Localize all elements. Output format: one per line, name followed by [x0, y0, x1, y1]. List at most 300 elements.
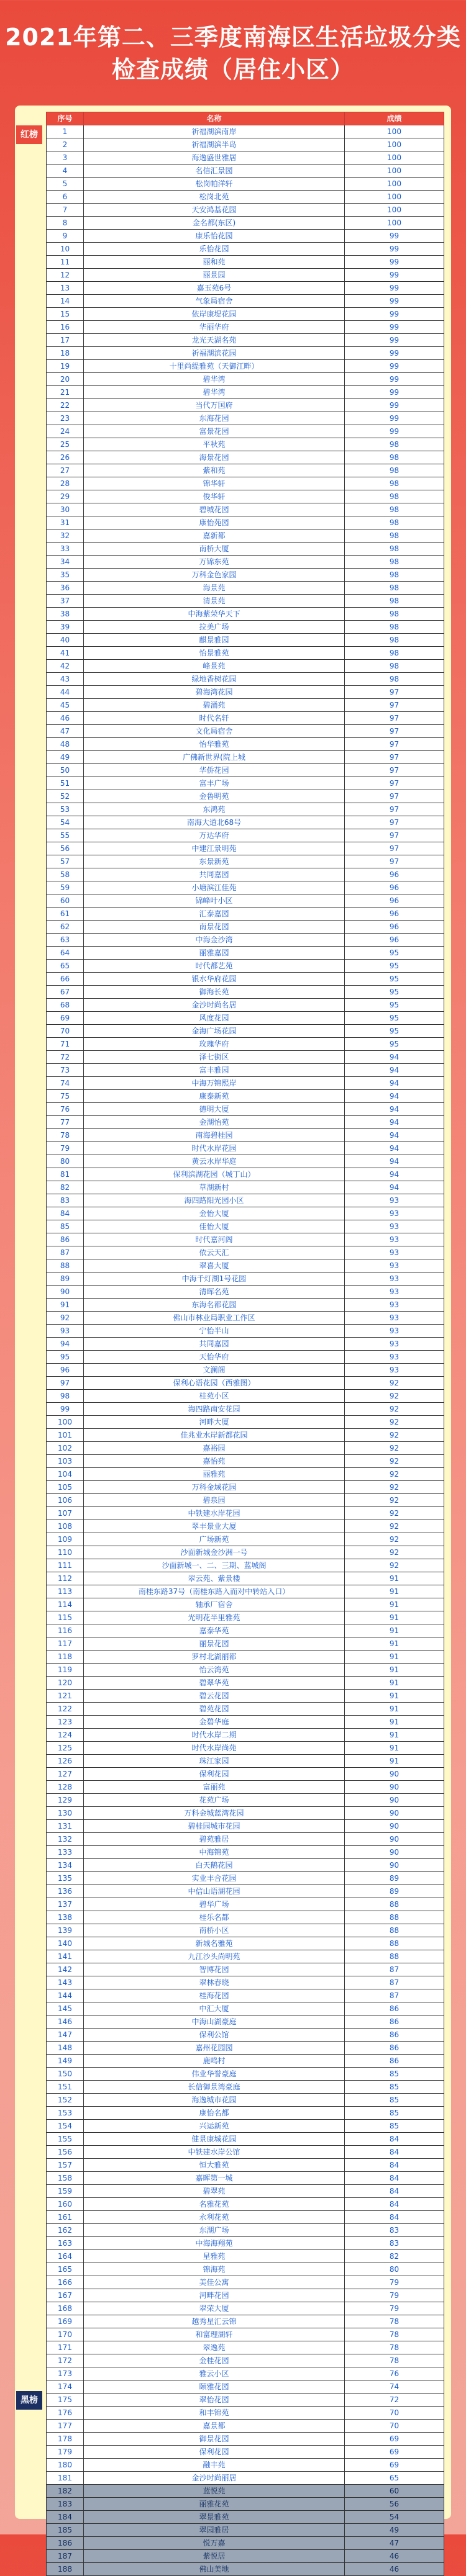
- row-number: 49: [47, 751, 84, 764]
- row-score: 90: [345, 1833, 444, 1846]
- table-row: [47, 412, 444, 425]
- table-row: [47, 243, 444, 256]
- row-name: 依云天汇: [84, 1246, 345, 1259]
- row-number: 11: [47, 256, 84, 269]
- table-row: [47, 1025, 444, 1038]
- table-row: [47, 230, 444, 243]
- row-number: 158: [47, 2172, 84, 2185]
- row-name: 河畔大厦: [84, 1416, 345, 1429]
- row-name: 金怡大厦: [84, 1207, 345, 1220]
- table-row: [47, 2055, 444, 2068]
- row-number: 1: [47, 125, 84, 138]
- row-number: 43: [47, 673, 84, 686]
- table-row: [47, 2472, 444, 2485]
- table-row: [47, 986, 444, 999]
- row-name: 雅云小区: [84, 2367, 345, 2380]
- table-row: [47, 2380, 444, 2394]
- row-score: 93: [345, 1246, 444, 1259]
- row-number: 126: [47, 1755, 84, 1768]
- row-number: 78: [47, 1129, 84, 1142]
- row-number: 36: [47, 582, 84, 595]
- table-row: [47, 1416, 444, 1429]
- table-row: [47, 1546, 444, 1559]
- row-number: 130: [47, 1807, 84, 1820]
- table-row: [47, 360, 444, 373]
- row-number: 122: [47, 1703, 84, 1716]
- table-row: [47, 1220, 444, 1233]
- row-number: 6: [47, 191, 84, 204]
- table-row: [47, 386, 444, 399]
- table-row: [47, 2002, 444, 2015]
- table-row: [47, 1481, 444, 1494]
- row-name: 和富理湖轩: [84, 2328, 345, 2341]
- row-score: 78: [345, 2341, 444, 2354]
- table-row: [47, 2237, 444, 2250]
- row-name: 十里尚缇雅苑（天御江畔）: [84, 360, 345, 373]
- row-name: 星雅苑: [84, 2250, 345, 2263]
- row-number: 76: [47, 1103, 84, 1116]
- row-name: 丽和苑: [84, 256, 345, 269]
- row-name: 佛山市林业局职业工作区: [84, 1312, 345, 1325]
- table-row: [47, 973, 444, 986]
- row-number: 168: [47, 2302, 84, 2315]
- row-number: 50: [47, 764, 84, 777]
- row-number: 137: [47, 1898, 84, 1911]
- row-name: 草湖新村: [84, 1181, 345, 1194]
- row-name: 广佛新世界(院上城: [84, 751, 345, 764]
- row-score: 100: [345, 217, 444, 230]
- row-number: 54: [47, 816, 84, 829]
- table-row: [47, 1077, 444, 1090]
- row-name: 小塘滨江佳苑: [84, 881, 345, 894]
- row-number: 86: [47, 1233, 84, 1246]
- row-name: 南海大道北68号: [84, 816, 345, 829]
- row-number: 157: [47, 2159, 84, 2172]
- row-number: 98: [47, 1390, 84, 1403]
- row-name: 海逸盛世雅居: [84, 151, 345, 164]
- row-score: 99: [345, 412, 444, 425]
- row-name: 华丽华府: [84, 321, 345, 334]
- row-number: 52: [47, 790, 84, 803]
- table-row: [47, 1781, 444, 1794]
- table-row: [47, 451, 444, 464]
- row-score: 88: [345, 1924, 444, 1937]
- row-score: 94: [345, 1051, 444, 1064]
- row-name: 广场新苑: [84, 1533, 345, 1546]
- row-name: 富丰雅园: [84, 1064, 345, 1077]
- table-row: [47, 1272, 444, 1286]
- row-number: 116: [47, 1624, 84, 1637]
- row-name: 颐雅花园: [84, 2380, 345, 2394]
- row-score: 92: [345, 1403, 444, 1416]
- table-row: [47, 595, 444, 608]
- row-number: 146: [47, 2015, 84, 2029]
- row-number: 94: [47, 1338, 84, 1351]
- row-score: 85: [345, 2068, 444, 2081]
- row-name: 万科金城蓝湾花园: [84, 1807, 345, 1820]
- row-number: 90: [47, 1286, 84, 1299]
- row-number: 141: [47, 1950, 84, 1963]
- row-score: 97: [345, 738, 444, 751]
- row-score: 94: [345, 1181, 444, 1194]
- row-score: 98: [345, 634, 444, 647]
- row-score: 99: [345, 334, 444, 347]
- row-score: 78: [345, 2354, 444, 2367]
- table-row: [47, 2537, 444, 2550]
- row-score: 90: [345, 1807, 444, 1820]
- row-score: 84: [345, 2185, 444, 2198]
- row-name: 祈福湖滨花园: [84, 347, 345, 360]
- row-name: 健景康城花园: [84, 2133, 345, 2146]
- row-score: 99: [345, 347, 444, 360]
- row-number: 132: [47, 1833, 84, 1846]
- row-score: 85: [345, 2107, 444, 2120]
- row-name: 嘉裕园: [84, 1442, 345, 1455]
- row-name: 时代水岸花园: [84, 1142, 345, 1155]
- row-number: 155: [47, 2133, 84, 2146]
- row-score: 88: [345, 1950, 444, 1963]
- row-name: 东海花园: [84, 412, 345, 425]
- row-name: 共同嘉园: [84, 1338, 345, 1351]
- row-name: 宁怡半山: [84, 1325, 345, 1338]
- row-name: 黄云水岸华庭: [84, 1155, 345, 1168]
- row-name: 名信汇景园: [84, 164, 345, 178]
- table-row: [47, 764, 444, 777]
- table-row: [47, 1651, 444, 1664]
- row-number: 124: [47, 1729, 84, 1742]
- row-number: 173: [47, 2367, 84, 2380]
- row-number: 121: [47, 1690, 84, 1703]
- row-number: 27: [47, 464, 84, 477]
- row-score: 74: [345, 2380, 444, 2394]
- row-score: 65: [345, 2472, 444, 2485]
- row-score: 94: [345, 1064, 444, 1077]
- row-number: 55: [47, 829, 84, 842]
- row-score: 86: [345, 2002, 444, 2015]
- row-name: 保利心语花园（西雅图）: [84, 1377, 345, 1390]
- table-row: [47, 2263, 444, 2276]
- table-row: [47, 1468, 444, 1481]
- row-name: 碧华广场: [84, 1898, 345, 1911]
- table-row: [47, 125, 444, 138]
- row-name: 御景花园: [84, 2433, 345, 2446]
- row-number: 117: [47, 1637, 84, 1651]
- row-number: 80: [47, 1155, 84, 1168]
- row-number: 93: [47, 1325, 84, 1338]
- row-number: 174: [47, 2380, 84, 2394]
- row-score: 94: [345, 1129, 444, 1142]
- table-row: [47, 803, 444, 816]
- row-name: 悦万嘉: [84, 2537, 345, 2550]
- table-row: [47, 256, 444, 269]
- row-score: 91: [345, 1585, 444, 1598]
- row-score: 99: [345, 386, 444, 399]
- row-score: 91: [345, 1677, 444, 1690]
- row-number: 169: [47, 2315, 84, 2328]
- row-name: 白天鹅花园: [84, 1859, 345, 1872]
- row-name: 金名都(东区): [84, 217, 345, 230]
- row-score: 100: [345, 204, 444, 217]
- row-number: 133: [47, 1846, 84, 1859]
- row-name: 万达华府: [84, 829, 345, 842]
- table-row: [47, 1950, 444, 1963]
- table-row: [47, 1325, 444, 1338]
- table-row: [47, 2315, 444, 2328]
- row-name: 共同嘉园: [84, 868, 345, 881]
- row-number: 17: [47, 334, 84, 347]
- row-score: 97: [345, 751, 444, 764]
- row-name: 拉美广场: [84, 621, 345, 634]
- row-score: 49: [345, 2524, 444, 2537]
- table-row: [47, 960, 444, 973]
- row-number: 12: [47, 269, 84, 282]
- table-row: [47, 712, 444, 725]
- table-row: [47, 1624, 444, 1637]
- table-row: [47, 816, 444, 829]
- row-name: 南桥小区: [84, 1924, 345, 1937]
- row-score: 93: [345, 1364, 444, 1377]
- row-score: 99: [345, 360, 444, 373]
- row-name: 蓝悦苑: [84, 2485, 345, 2498]
- row-score: 99: [345, 243, 444, 256]
- row-score: 92: [345, 1377, 444, 1390]
- row-name: 金桂花园: [84, 2354, 345, 2367]
- row-score: 91: [345, 1664, 444, 1677]
- table-row: [47, 399, 444, 412]
- row-score: 97: [345, 829, 444, 842]
- table-row: [47, 934, 444, 947]
- row-number: 72: [47, 1051, 84, 1064]
- row-score: 91: [345, 1572, 444, 1585]
- row-name: 智博花园: [84, 1963, 345, 1976]
- row-score: 98: [345, 451, 444, 464]
- table-row: [47, 1911, 444, 1924]
- row-number: 31: [47, 516, 84, 529]
- row-name: 碧苑雅居: [84, 1833, 345, 1846]
- row-name: 鹿鸣村: [84, 2055, 345, 2068]
- row-number: 68: [47, 999, 84, 1012]
- row-number: 22: [47, 399, 84, 412]
- table-row: [47, 1872, 444, 1885]
- table-row: [47, 608, 444, 621]
- row-score: 94: [345, 1103, 444, 1116]
- row-name: 中海紫荣华天下: [84, 608, 345, 621]
- row-score: 93: [345, 1272, 444, 1286]
- table-row: [47, 1924, 444, 1937]
- row-number: 85: [47, 1220, 84, 1233]
- row-number: 100: [47, 1416, 84, 1429]
- row-number: 177: [47, 2420, 84, 2433]
- row-score: 96: [345, 868, 444, 881]
- row-name: 海景苑: [84, 582, 345, 595]
- table-row: [47, 217, 444, 230]
- row-number: 64: [47, 947, 84, 960]
- row-score: 72: [345, 2394, 444, 2407]
- row-score: 92: [345, 1442, 444, 1455]
- row-number: 145: [47, 2002, 84, 2015]
- row-name: 平秋苑: [84, 438, 345, 451]
- table-row: [47, 1859, 444, 1872]
- row-name: 清景苑: [84, 595, 345, 608]
- row-name: 越秀星汇云锦: [84, 2315, 345, 2328]
- row-name: 碧涌苑: [84, 699, 345, 712]
- row-score: 99: [345, 230, 444, 243]
- row-name: 万科金色家园: [84, 569, 345, 582]
- row-number: 120: [47, 1677, 84, 1690]
- row-name: 恒大雅苑: [84, 2159, 345, 2172]
- row-number: 102: [47, 1442, 84, 1455]
- row-score: 88: [345, 1911, 444, 1924]
- row-score: 95: [345, 986, 444, 999]
- table-row: [47, 2133, 444, 2146]
- row-number: 40: [47, 634, 84, 647]
- table-row: [47, 1299, 444, 1312]
- table-row: [47, 921, 444, 934]
- row-name: 怡景雅苑: [84, 647, 345, 660]
- row-name: 丽景园: [84, 269, 345, 282]
- table-row: [47, 2511, 444, 2524]
- row-score: 92: [345, 1533, 444, 1546]
- row-score: 79: [345, 2276, 444, 2289]
- row-number: 150: [47, 2068, 84, 2081]
- row-name: 碧翠苑: [84, 2185, 345, 2198]
- row-name: 锦峰叶小区: [84, 894, 345, 907]
- table-row: [47, 2394, 444, 2407]
- row-name: 南景花园: [84, 921, 345, 934]
- row-number: 112: [47, 1572, 84, 1585]
- table-row: [47, 1677, 444, 1690]
- table-row: [47, 2524, 444, 2537]
- row-number: 185: [47, 2524, 84, 2537]
- row-number: 138: [47, 1911, 84, 1924]
- row-number: 165: [47, 2263, 84, 2276]
- row-number: 10: [47, 243, 84, 256]
- table-row: [47, 1338, 444, 1351]
- row-name: 美佳公寓: [84, 2276, 345, 2289]
- row-name: 中铁建水岸公馆: [84, 2146, 345, 2159]
- row-number: 35: [47, 569, 84, 582]
- table-row: [47, 1286, 444, 1299]
- table-row: [47, 699, 444, 712]
- row-score: 93: [345, 1233, 444, 1246]
- row-score: 91: [345, 1716, 444, 1729]
- row-number: 16: [47, 321, 84, 334]
- row-score: 95: [345, 1012, 444, 1025]
- row-number: 18: [47, 347, 84, 360]
- row-score: 87: [345, 1976, 444, 1989]
- row-name: 麒景雅园: [84, 634, 345, 647]
- row-score: 80: [345, 2263, 444, 2276]
- row-name: 东景新苑: [84, 855, 345, 868]
- row-name: 桂苑小区: [84, 1390, 345, 1403]
- row-name: 融丰苑: [84, 2459, 345, 2472]
- row-score: 83: [345, 2237, 444, 2250]
- row-name: 碧翠华苑: [84, 1677, 345, 1690]
- row-score: 97: [345, 764, 444, 777]
- row-name: 翠云苑、紫景楼: [84, 1572, 345, 1585]
- row-name: 伟业华誉豪庭: [84, 2068, 345, 2081]
- row-score: 87: [345, 1963, 444, 1976]
- table-row: [47, 1637, 444, 1651]
- row-number: 56: [47, 842, 84, 855]
- row-number: 97: [47, 1377, 84, 1390]
- row-score: 99: [345, 308, 444, 321]
- row-name: 紫和苑: [84, 464, 345, 477]
- row-number: 21: [47, 386, 84, 399]
- row-number: 39: [47, 621, 84, 634]
- table-row: [47, 2029, 444, 2042]
- row-score: 92: [345, 1468, 444, 1481]
- table-row: [47, 308, 444, 321]
- table-row: [47, 1442, 444, 1455]
- row-name: 文澜阁: [84, 1364, 345, 1377]
- row-score: 84: [345, 2172, 444, 2185]
- table-row: [47, 2042, 444, 2055]
- row-score: 54: [345, 2511, 444, 2524]
- table-row: [47, 2354, 444, 2367]
- row-number: 156: [47, 2146, 84, 2159]
- row-number: 119: [47, 1664, 84, 1677]
- row-score: 92: [345, 1429, 444, 1442]
- row-score: 95: [345, 973, 444, 986]
- row-number: 160: [47, 2198, 84, 2211]
- row-number: 163: [47, 2237, 84, 2250]
- table-row: [47, 464, 444, 477]
- table-row: [47, 1807, 444, 1820]
- table-row: [47, 1664, 444, 1677]
- row-number: 23: [47, 412, 84, 425]
- row-name: 富丽苑: [84, 1781, 345, 1794]
- row-name: 中海万锦熙岸: [84, 1077, 345, 1090]
- row-name: 富丰广场: [84, 777, 345, 790]
- row-name: 松岗北苑: [84, 191, 345, 204]
- row-number: 82: [47, 1181, 84, 1194]
- row-name: 时代水岸二期: [84, 1729, 345, 1742]
- row-name: 当代万国府: [84, 399, 345, 412]
- row-number: 61: [47, 907, 84, 921]
- row-number: 178: [47, 2433, 84, 2446]
- row-score: 98: [345, 516, 444, 529]
- row-number: 183: [47, 2498, 84, 2511]
- row-number: 105: [47, 1481, 84, 1494]
- table-row: [47, 1429, 444, 1442]
- row-number: 143: [47, 1976, 84, 1989]
- row-score: 78: [345, 2315, 444, 2328]
- row-name: 保利花园: [84, 1768, 345, 1781]
- row-name: 沙面新城金沙洲一号: [84, 1546, 345, 1559]
- table-row: [47, 2211, 444, 2224]
- row-score: 94: [345, 1116, 444, 1129]
- row-score: 98: [345, 673, 444, 686]
- row-name: 海逸城市花园: [84, 2094, 345, 2107]
- table-row: [47, 164, 444, 178]
- row-number: 127: [47, 1768, 84, 1781]
- row-name: 嘉新都: [84, 529, 345, 543]
- row-name: 万锦东苑: [84, 556, 345, 569]
- row-number: 101: [47, 1429, 84, 1442]
- row-name: 御海长苑: [84, 986, 345, 999]
- row-name: 实业丰合花园: [84, 1872, 345, 1885]
- table-row: [47, 1090, 444, 1103]
- row-name: 富景花园: [84, 425, 345, 438]
- row-number: 73: [47, 1064, 84, 1077]
- row-number: 32: [47, 529, 84, 543]
- table-row: [47, 2250, 444, 2263]
- row-score: 86: [345, 2055, 444, 2068]
- row-number: 42: [47, 660, 84, 673]
- row-score: 98: [345, 647, 444, 660]
- table-row: [47, 543, 444, 556]
